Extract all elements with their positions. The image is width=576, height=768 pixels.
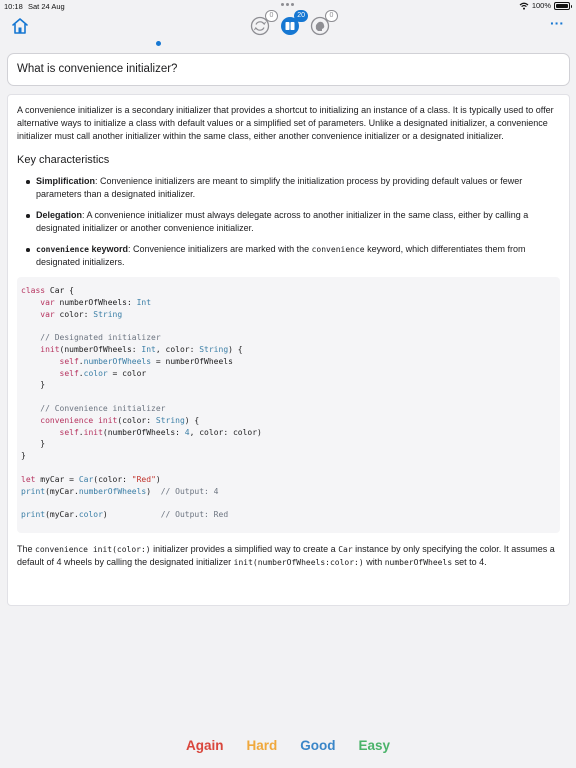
answer-card (7, 94, 570, 606)
good-button[interactable]: Good (300, 738, 336, 753)
status-time: 10:18 (4, 2, 23, 11)
question-text: What is convenience initializer? (17, 63, 178, 75)
list-item: Simplification: Convenience initializers are meant to simplify the initialization process by providing default values or fewer parameters than a designated initializer. (17, 175, 560, 201)
page-indicator-dot (156, 41, 161, 46)
nav-bar (0, 8, 576, 42)
list-item: convenience keyword: Convenience initializers are marked with the convenience keyword, which differentiates them from designated initializers. (17, 243, 560, 269)
brain-count-badge: 0 (325, 10, 338, 22)
grade-bar (0, 738, 576, 753)
code-block: class Car { var numberOfWheels: Int var color: String // Designated initializer init(numberOfWheels: Int, color: String) { self.numberOfWheels = numberOfWheels self.color = color } // Convenience initializer convenience init(color: String) { self.init(numberOfWheels: 4, color: color) } } let myCar = Car(color: "Red") print(myCar.numberOfWheels) // Output: 4 print(myCar.color) // Output: Red (17, 277, 560, 533)
house-icon[interactable] (10, 16, 30, 36)
cards-counter-button[interactable] (278, 12, 305, 38)
question-card (7, 53, 570, 86)
cards-count-badge: 20 (294, 10, 308, 22)
battery-percent: 100% (531, 1, 551, 10)
characteristics-list (17, 175, 560, 269)
repeat-count-badge: 0 (265, 10, 278, 22)
answer-outro: The convenience init(color:) initializer provides a simplified way to create a Car instance by only specifying the color. It assumes a default of 4 wheels by calling the designated initializer init(numberOfWheels:color:) with numberOfWheels set to 4. (17, 544, 555, 567)
list-item: Delegation: A convenience initializer must always delegate across to another initializer in the same class, either by calling a designated initializer or another convenience initializer. (17, 209, 560, 235)
ellipsis-icon[interactable]: ··· (550, 15, 564, 31)
status-date: Sat 24 Aug (28, 2, 65, 11)
multitasking-dots-icon[interactable] (281, 3, 294, 6)
again-button[interactable]: Again (185, 738, 224, 753)
section-heading: Key characteristics (17, 154, 110, 166)
repeat-counter-button[interactable] (248, 14, 272, 38)
hard-button[interactable]: Hard (246, 738, 278, 753)
brain-counter-button[interactable] (308, 14, 332, 38)
easy-button[interactable]: Easy (358, 738, 391, 753)
answer-intro: A convenience initializer is a secondary initializer that provides a shortcut to initializing an instance of a class. It is typically used to offer alternative ways to initialize a class with default values or a simplified set of parameters. Unlike a designated initializer, a convenience initializer must call another initializer within the same class, either another convenience initializer or a designated initializer. (17, 105, 554, 141)
